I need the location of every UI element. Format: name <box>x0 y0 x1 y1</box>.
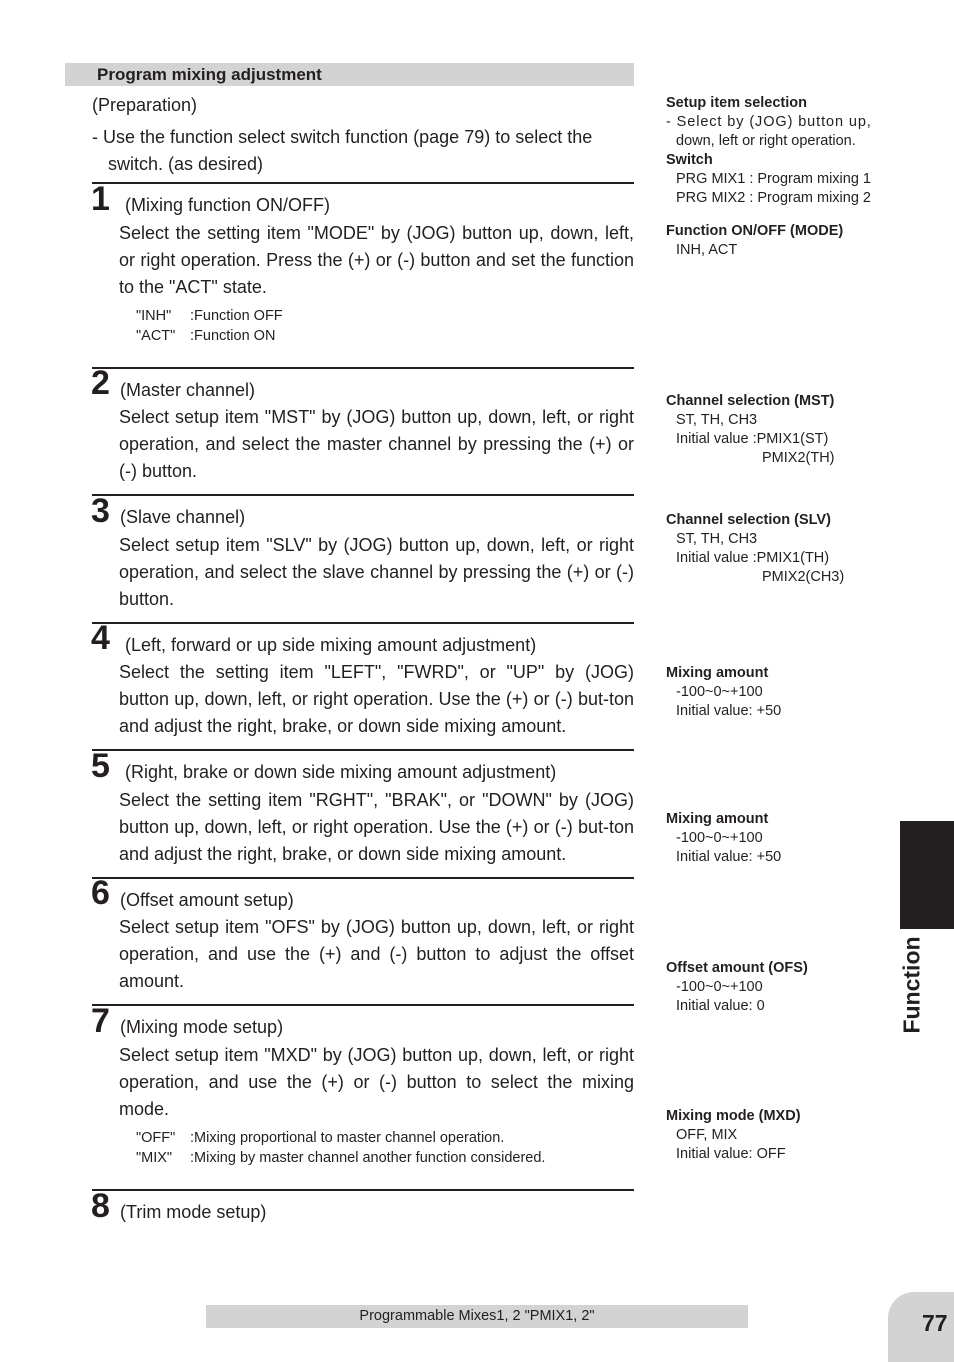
chapter-tab <box>900 821 954 929</box>
step-number: 5 <box>91 747 110 785</box>
sidebar-offset-amount <box>666 959 902 1016</box>
step-divider <box>92 1004 634 1006</box>
preparation-label: (Preparation) <box>92 95 198 115</box>
sidebar-text: ST, TH, CH3 <box>676 412 758 428</box>
section-title: Program mixing adjustment <box>97 65 322 84</box>
sidebar-text: PMIX2(TH) <box>762 450 835 466</box>
step-number: 8 <box>91 1187 110 1225</box>
step-text: Select setup item "MXD" by (JOG) button up, down, left, or right operation, and use the (+) or (-) button to select the mixing mode. <box>119 1045 634 1119</box>
step-caption: (Slave channel) <box>120 507 246 527</box>
step-number: 4 <box>91 619 110 657</box>
sidebar-text: -100~0~+100 <box>676 979 763 995</box>
sidebar-mixing-mode <box>666 1107 902 1164</box>
step-divider <box>92 749 634 751</box>
step-divider <box>92 494 634 496</box>
sidebar-heading: Setup item selection <box>666 95 808 111</box>
step-caption: (Mixing mode setup) <box>120 1017 284 1037</box>
page-number: 77 <box>922 1310 948 1336</box>
sidebar-channel-slv <box>666 511 902 587</box>
step-text: Select the setting item "LEFT", "FWRD", or "UP" by (JOG) button up, down, left, or right operation. Use the (+) or (-) but-ton and adjust the right, brake, or down side mixing amount. <box>119 662 634 736</box>
sidebar-text: Initial value :PMIX1(ST) <box>676 431 829 447</box>
step-caption: (Right, brake or down side mixing amount adjustment) <box>125 762 557 782</box>
sidebar-text: INH, ACT <box>676 242 738 258</box>
step-text: Select the setting item "RGHT", "BRAK", or "DOWN" by (JOG) button up, down, left, or right operation. Use the (+) or (-) but-ton and adjust the right, brake, or down side mixing amount. <box>119 790 634 864</box>
sidebar-heading: Channel selection (SLV) <box>666 512 831 528</box>
sidebar-mixing-amount-2 <box>666 810 902 867</box>
step-divider <box>92 367 634 369</box>
chapter-tab-label <box>895 935 929 1035</box>
preparation-line-2: switch. (as desired) <box>108 154 264 174</box>
sidebar-text: Initial value: OFF <box>676 1146 786 1162</box>
sidebar-heading: Mixing amount <box>666 665 769 681</box>
chapter-tab-text: Function <box>898 936 925 1034</box>
step-caption: (Trim mode setup) <box>120 1202 267 1222</box>
step-number: 7 <box>91 1002 110 1040</box>
sidebar-heading: Mixing mode (MXD) <box>666 1108 801 1124</box>
step-caption: (Master channel) <box>120 380 256 400</box>
note-key: "ACT" <box>136 327 176 344</box>
sidebar-text: PRG MIX2 : Program mixing 2 <box>676 190 871 206</box>
sidebar-text: OFF, MIX <box>676 1127 738 1143</box>
step-number: 1 <box>91 180 110 218</box>
sidebar-text: Initial value :PMIX1(TH) <box>676 550 830 566</box>
sidebar-text: -100~0~+100 <box>676 830 763 846</box>
step-divider <box>92 877 634 879</box>
step-caption: (Mixing function ON/OFF) <box>125 195 331 215</box>
step-text: Select setup item "SLV" by (JOG) button up, down, left, or right operation, and select the slave channel by pressing the (+) or (-) button. <box>119 535 634 609</box>
step-caption: (Left, forward or up side mixing amount adjustment) <box>125 635 537 655</box>
footer-text: Programmable Mixes1, 2 "PMIX1, 2" <box>359 1308 595 1324</box>
note-value: :Function ON <box>190 327 276 344</box>
sidebar-function-mode <box>666 222 902 260</box>
sidebar-text: ST, TH, CH3 <box>676 531 758 547</box>
sidebar-setup-item-selection <box>666 94 902 208</box>
note-key: "MIX" <box>136 1149 173 1166</box>
step-text: Select setup item "MST" by (JOG) button up, down, left, or right operation, and select the master channel by pressing the (+) or (-) button. <box>119 407 634 481</box>
step-text: Select the setting item "MODE" by (JOG) button up, down, left, or right operation. Press the (+) or (-) button and set the function to the "ACT" state. <box>119 223 634 297</box>
sidebar-heading: Switch <box>666 152 713 168</box>
sidebar-text: down, left or right operation. <box>676 133 856 149</box>
sidebar-heading: Offset amount (OFS) <box>666 960 808 976</box>
step-number: 2 <box>91 364 110 402</box>
note-value: :Mixing proportional to master channel operation. <box>190 1130 505 1146</box>
note-key: "INH" <box>136 308 172 324</box>
step-text: Select setup item "OFS" by (JOG) button up, down, left, or right operation, and use the (+) and (-) button to adjust the offset amount. <box>119 917 634 991</box>
preparation-line-1: - Use the function select switch function (page 79) to select the <box>92 127 593 147</box>
note-value: :Function OFF <box>190 308 283 324</box>
sidebar-text: Initial value: +50 <box>676 849 782 865</box>
step-number: 6 <box>91 874 110 912</box>
step-notes <box>136 307 283 346</box>
step-divider <box>92 622 634 624</box>
sidebar-heading: Channel selection (MST) <box>666 393 835 409</box>
sidebar-channel-mst <box>666 392 902 468</box>
sidebar-text: Initial value: 0 <box>676 998 765 1014</box>
sidebar-text: Initial value: +50 <box>676 703 782 719</box>
step-divider <box>92 1189 634 1191</box>
sidebar-text: PRG MIX1 : Program mixing 1 <box>676 171 871 187</box>
sidebar-heading: Mixing amount <box>666 811 769 827</box>
step-caption: (Offset amount setup) <box>120 890 294 910</box>
step-divider <box>92 182 634 184</box>
sidebar-text: -100~0~+100 <box>676 684 763 700</box>
note-value: :Mixing by master channel another function considered. <box>190 1149 546 1166</box>
step-number: 3 <box>91 492 110 530</box>
sidebar-text: PMIX2(CH3) <box>762 569 845 585</box>
sidebar-text: - Select by (JOG) button up, <box>666 114 872 130</box>
sidebar-mixing-amount-1 <box>666 664 902 721</box>
sidebar-heading: Function ON/OFF (MODE) <box>666 223 844 239</box>
note-key: "OFF" <box>136 1130 176 1146</box>
step-notes <box>136 1129 545 1168</box>
